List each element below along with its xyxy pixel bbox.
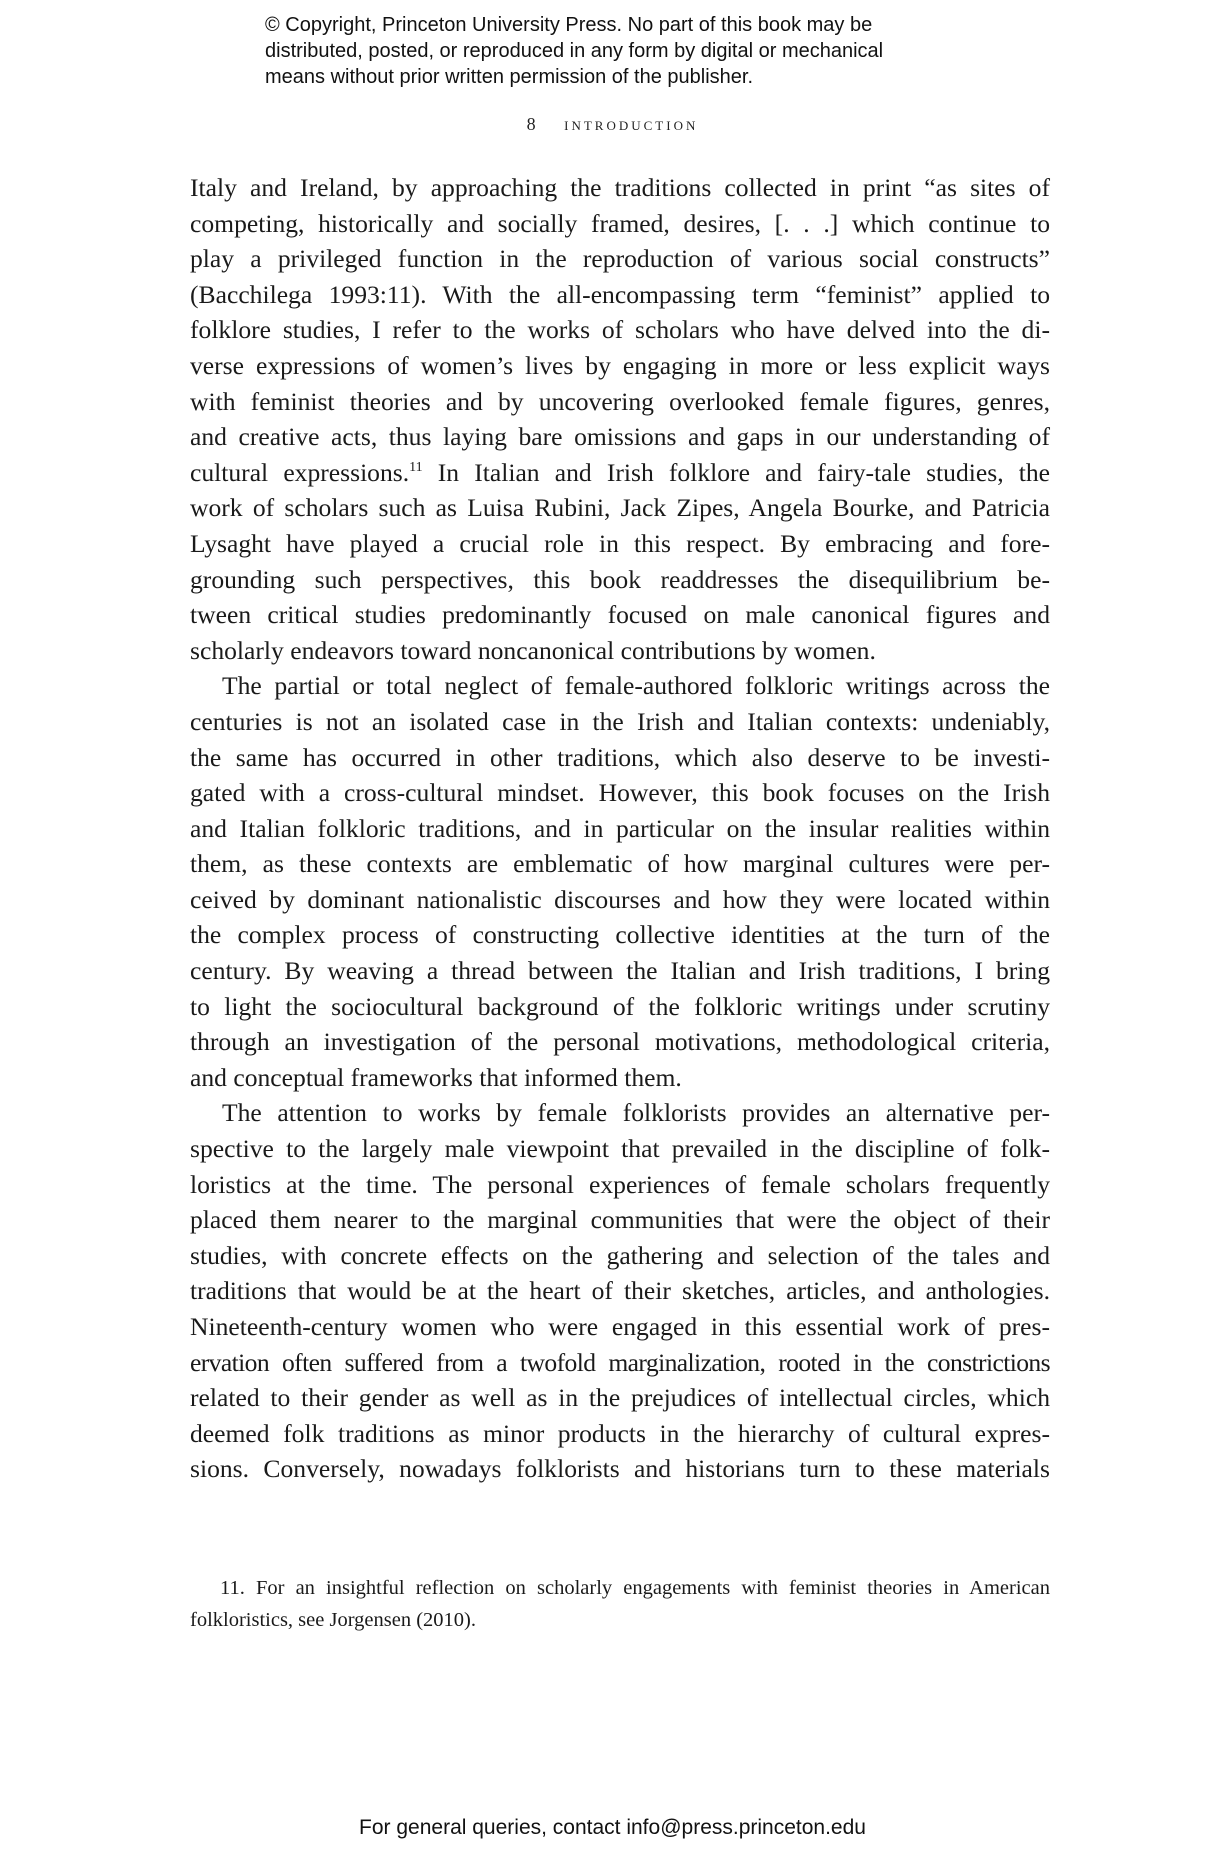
text-line: Lysaght have played a crucial role in this respect. By embracing and fore- xyxy=(190,528,1050,558)
text-line: century. By weaving a thread between the Italian and Irish traditions, I bring xyxy=(190,956,1050,986)
footnote-marker: 11 xyxy=(409,459,423,475)
page-number: 8 xyxy=(526,114,536,134)
text-line: verse expressions of women’s lives by engaging in more or less explicit ways xyxy=(190,350,1050,380)
text-line: folklore studies, I refer to the works of scholars who have delved into the di- xyxy=(190,315,1050,345)
text-line: scholarly endeavors toward noncanonical contributions by women. xyxy=(190,635,876,665)
text-line: The attention to works by female folklorists provides an alternative per- xyxy=(222,1098,1050,1128)
text-line: sions. Conversely, nowadays folklorists and historians turn to these materials xyxy=(190,1454,1050,1484)
text-line: spective to the largely male viewpoint that prevailed in the discipline of folk- xyxy=(190,1134,1050,1164)
text-line: tween critical studies predominantly focused on male canonical figures and xyxy=(190,600,1050,630)
footnote xyxy=(190,1572,1050,1636)
text-line: related to their gender as well as in the prejudices of intellectual circles, which xyxy=(190,1383,1050,1413)
text-line: gated with a cross-cultural mindset. However, this book focuses on the Irish xyxy=(190,778,1050,808)
text-line: and Italian folkloric traditions, and in particular on the insular realities within xyxy=(190,813,1050,843)
text-line: deemed folk traditions as minor products in the hierarchy of cultural expres- xyxy=(190,1418,1050,1448)
text-line: grounding such perspectives, this book readdresses the disequilibrium be- xyxy=(190,564,1050,594)
copyright-line: © Copyright, Princeton University Press. No part of this book may be xyxy=(265,14,873,36)
text-line: traditions that would be at the heart of their sketches, articles, and anthologies. xyxy=(190,1276,1050,1306)
text-line: and creative acts, thus laying bare omissions and gaps in our understanding of xyxy=(190,422,1050,452)
text-line: to light the sociocultural background of the folkloric writings under scrutiny xyxy=(190,991,1050,1021)
running-head xyxy=(0,114,1225,135)
copyright-line: distributed, posted, or reproduced in any form by digital or mechanical xyxy=(265,40,884,62)
footnote-line: 11. For an insightful reflection on scholarly engagements with feminist theories in American xyxy=(220,1577,1050,1599)
text-line: competing, historically and socially framed, desires, [. . .] which continue to xyxy=(190,208,1050,238)
text-line: Nineteenth-century women who were engaged in this essential work of pres- xyxy=(190,1312,1050,1341)
text-segment: In Italian and Irish folklore and fairy-tale studies, the xyxy=(422,457,1051,487)
text-line: them, as these contexts are emblematic of how marginal cultures were per- xyxy=(190,849,1050,879)
text-line: placed them nearer to the marginal communities that were the object of their xyxy=(190,1205,1050,1235)
text-segment: cultural expressions. xyxy=(190,457,410,487)
copyright-line: means without prior written permission of the publisher. xyxy=(265,66,754,88)
contact-footer: For general queries, contact info@press.princeton.edu xyxy=(359,1816,866,1839)
copyright-notice xyxy=(265,12,1025,90)
text-line-with-footnote xyxy=(190,455,1050,491)
text-line: ervation often suffered from a twofold marginalization, rooted in the constrictions xyxy=(190,1347,1050,1377)
text-line: through an investigation of the personal motivations, methodological criteria, xyxy=(190,1027,1050,1057)
text-line: centuries is not an isolated case in the Irish and Italian contexts: undeniably, xyxy=(190,706,1050,736)
text-line: ceived by dominant nationalistic discourses and how they were located within xyxy=(190,884,1050,914)
text-line: loristics at the time. The personal experiences of female scholars frequently xyxy=(190,1169,1050,1199)
text-line: studies, with concrete effects on the gathering and selection of the tales and xyxy=(190,1240,1050,1270)
text-line: The partial or total neglect of female-authored folkloric writings across the xyxy=(222,671,1050,701)
text-line: the same has occurred in other traditions, which also deserve to be investi- xyxy=(190,742,1050,772)
text-line: with feminist theories and by uncovering overlooked female figures, genres, xyxy=(190,386,1050,416)
text-line: Italy and Ireland, by approaching the traditions collected in print “as sites of xyxy=(190,173,1050,202)
text-line: (Bacchilega 1993:11). With the all-encompassing term “feminist” applied to xyxy=(190,279,1050,309)
text-line: the complex process of constructing collective identities at the turn of the xyxy=(190,920,1050,950)
footnote-line: folkloristics, see Jorgensen (2010). xyxy=(190,1609,476,1631)
text-line: play a privileged function in the reproduction of various social constructs” xyxy=(190,244,1050,274)
text-line: and conceptual frameworks that informed them. xyxy=(190,1062,682,1092)
running-title: introduction xyxy=(564,114,699,134)
body-text xyxy=(190,170,1050,1487)
text-line: work of scholars such as Luisa Rubini, Jack Zipes, Angela Bourke, and Patricia xyxy=(190,493,1050,523)
